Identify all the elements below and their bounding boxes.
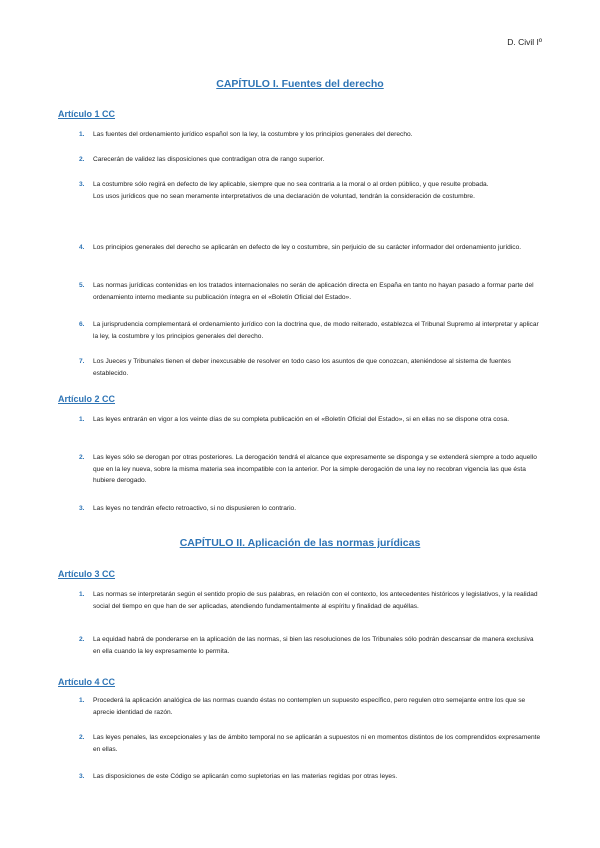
item-number: 3.: [79, 773, 85, 780]
item-number: 7.: [79, 358, 85, 365]
list-item: [58, 695, 542, 718]
item-text: La jurisprudencia complementará el ordenamiento jurídico con la doctrina que, de modo reiterado, establezca el Tribunal Supremo al interpretar y aplicar la ley, la costumbre y los principios generales del derecho.: [93, 321, 539, 340]
item-text: Las fuentes del ordenamiento jurídico español son la ley, la costumbre y los principios generales del derecho.: [93, 131, 413, 138]
item-number: 2.: [79, 156, 85, 163]
list-item: [58, 179, 542, 202]
item-number: 1.: [79, 131, 85, 138]
item-text: Las disposiciones de este Código se aplicarán como supletorias en las materias regidas por otras leyes.: [93, 773, 398, 780]
item-number: 3.: [79, 181, 85, 188]
item-text: La equidad habrá de ponderarse en la aplicación de las normas, si bien las resoluciones de los Tribunales sólo podrán descansar de manera exclusiva en ella cuando la ley expresamente lo permita.: [93, 636, 534, 655]
header-label: D. Civil Iº: [507, 37, 542, 47]
list-item: [58, 242, 542, 254]
list-item: [58, 634, 542, 657]
article-title: Artículo 1 CC: [58, 109, 116, 119]
chapter-title: CAPÍTULO II. Aplicación de las normas jurídicas: [179, 537, 421, 549]
item-text: Los Jueces y Tribunales tienen el deber inexcusable de resolver en todo caso los asuntos de que conozcan, ateniéndose al sistema de fuentes establecido.: [93, 358, 511, 377]
item-text: Procederá la aplicación analógica de las normas cuando éstas no contemplen un supuesto específico, pero regulen otro semejante entre los que se aprecie identidad de razón.: [93, 697, 526, 716]
article-title: Artículo 4 CC: [58, 677, 116, 687]
item-number: 4.: [79, 244, 85, 251]
list-item: [58, 771, 542, 783]
item-number: 3.: [79, 505, 85, 512]
item-number: 2.: [79, 454, 85, 461]
item-text: Los principios generales del derecho se aplicarán en defecto de ley o costumbre, sin perjuicio de su carácter informador del ordenamiento jurídico.: [93, 244, 522, 251]
item-text: Las leyes no tendrán efecto retroactivo, si no dispusieren lo contrario.: [93, 505, 297, 512]
list-item: [58, 280, 542, 303]
list-item: [58, 589, 542, 612]
item-text: Los usos jurídicos que no sean meramente interpretativos de una declaración de voluntad, tendrán la consideración de costumbre.: [93, 192, 475, 200]
item-number: 1.: [79, 416, 85, 423]
list-item: [58, 503, 542, 515]
item-text: La costumbre sólo regirá en defecto de ley aplicable, siempre que no sea contraria a la moral o al orden público, y que resulte probada.: [93, 181, 489, 188]
item-number: 2.: [79, 636, 85, 643]
item-number: 1.: [79, 591, 85, 598]
list-item: [58, 452, 542, 487]
list-item: [58, 732, 542, 755]
item-text: Las normas se interpretarán según el sentido propio de sus palabras, en relación con el contexto, los antecedentes históricos y legislativos, y la realidad social del tiempo en que han de ser aplicadas, atendiendo fundamentalmente al espíritu y finalidad de aquéllas.: [93, 591, 538, 610]
list-item: [58, 356, 542, 379]
item-text: Las normas jurídicas contenidas en los tratados internacionales no serán de aplicación directa en España en tanto no hayan pasado a formar parte del ordenamiento interno mediante su publicación íntegra en el «Boletín Oficial del Estado».: [93, 282, 534, 301]
list-item: [58, 154, 542, 166]
article-title: Artículo 3 CC: [58, 569, 116, 579]
item-number: 1.: [79, 697, 85, 704]
item-number: 2.: [79, 734, 85, 741]
list-item: [58, 414, 542, 426]
item-number: 6.: [79, 321, 85, 328]
article-title: Artículo 2 CC: [58, 394, 116, 404]
item-number: 5.: [79, 282, 85, 289]
list-item: [58, 319, 542, 342]
item-text: Carecerán de validez las disposiciones que contradigan otra de rango superior.: [93, 156, 325, 163]
chapter-title: CAPÍTULO I. Fuentes del derecho: [216, 78, 384, 90]
item-text: Las leyes sólo se derogan por otras posteriores. La derogación tendrá el alcance que expresamente se disponga y se extenderá siempre a todo aquello que en la ley nueva, sobre la misma materia sea incompatible con la anterior. Por la simple derogación de una ley no recobran vigencia las que ésta hubiere derogado.: [93, 454, 537, 484]
item-text: Las leyes entrarán en vigor a los veinte días de su completa publicación en el «Boletín Oficial del Estado», si en ellas no se dispone otra cosa.: [93, 416, 510, 423]
list-item: [58, 129, 542, 141]
item-text: Las leyes penales, las excepcionales y las de ámbito temporal no se aplicarán a supuestos ni en momentos distintos de los comprendidos expresamente en ellas.: [93, 734, 541, 753]
